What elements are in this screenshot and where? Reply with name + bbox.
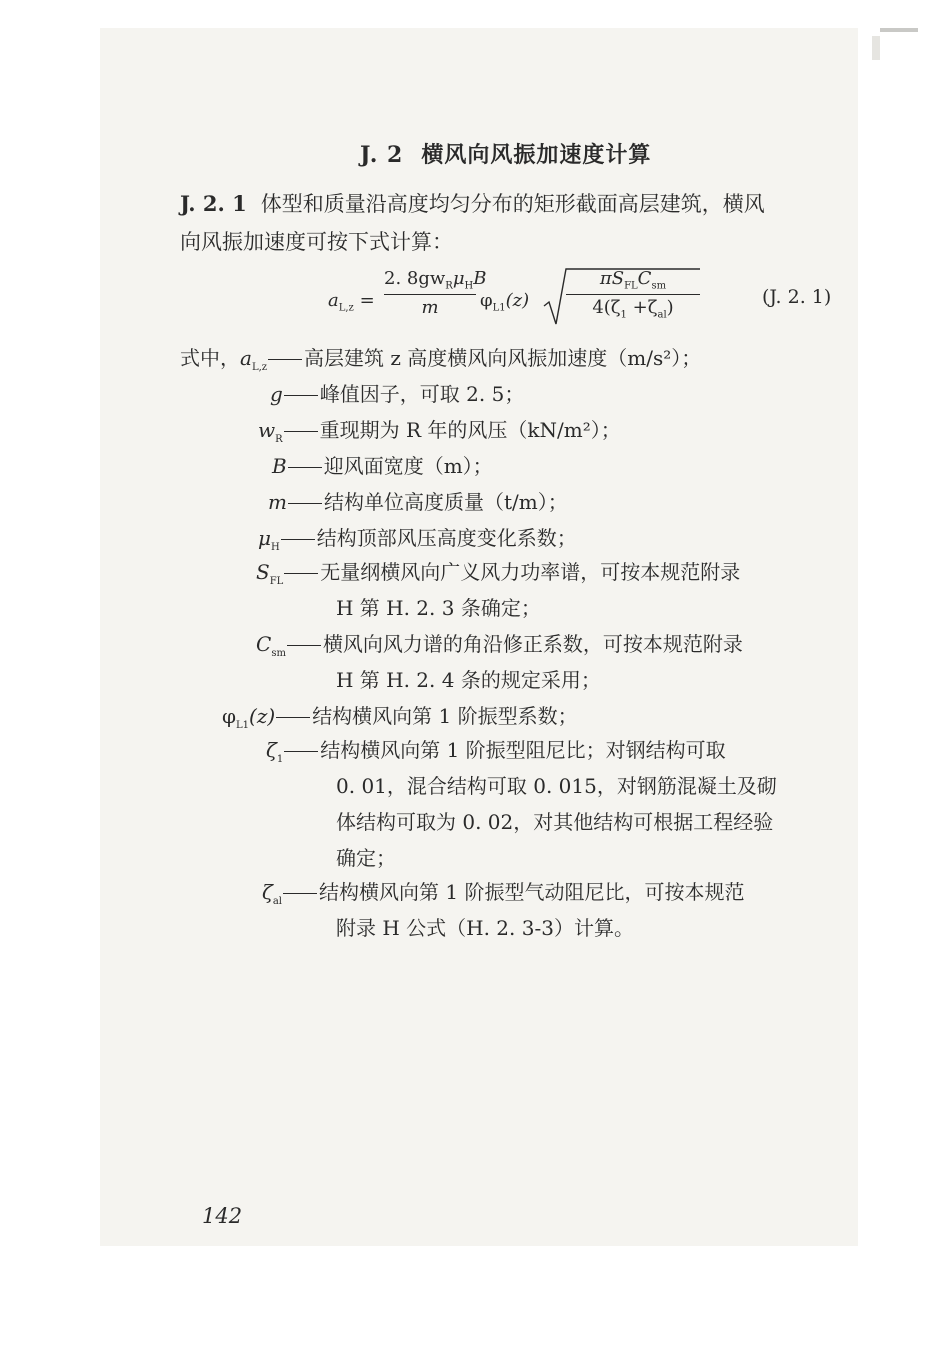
sqrt-denominator: $4(\zeta_1 +\zeta_{al})$ [592, 296, 674, 321]
scan-edge-shadow [872, 36, 880, 60]
term-row [258, 522, 577, 553]
section-title: 横风向风振加速度计算 [421, 143, 652, 168]
term-symbol: $\mu_H$ [258, 526, 280, 553]
formula [328, 264, 748, 334]
term-symbol: g [270, 382, 283, 406]
term-text: 高层建筑 z 高度横风向风振加速度（m/s²）； [304, 346, 702, 370]
term-row [268, 486, 568, 515]
em-dash [288, 503, 322, 504]
em-dash [288, 467, 322, 468]
term-row [270, 378, 524, 407]
em-dash [284, 431, 318, 432]
term-text: 迎风面宽度（m）； [323, 454, 493, 478]
term-symbol: m [268, 490, 287, 514]
formula-phi: $\varphi_{L1}(z)$ [480, 290, 530, 314]
term-symbol: $C_{sm}$ [256, 632, 286, 659]
scan-edge-mark [880, 28, 918, 32]
term-continuation: 0. 01，混合结构可取 0. 015，对钢筋混凝土及砌 [336, 774, 777, 798]
term-row [180, 342, 701, 373]
term-continuation: H 第 H. 2. 3 条确定； [336, 596, 541, 620]
term-text: 结构横风向第 1 阶振型阻尼比；对钢结构可取 [320, 738, 726, 762]
term-row [266, 734, 726, 765]
term-symbol: B [272, 454, 287, 478]
term-symbol: $w_R$ [258, 418, 283, 445]
term-text: 结构单位高度质量（t/m）； [323, 490, 568, 514]
em-dash [287, 645, 321, 646]
term-text: 峰值因子，可取 2. 5； [319, 382, 525, 406]
term-row [272, 450, 493, 479]
term-text: 无量纲横风向广义风力功率谱，可按本规范附录 [320, 560, 741, 584]
term-symbol: $\zeta_{al}$ [262, 880, 283, 907]
clause-number: J. 2. 1 [180, 191, 247, 216]
term-symbol: $S_{FL}$ [256, 560, 284, 587]
em-dash [281, 539, 315, 540]
clause-line-2: 向风振加速度可按下式计算： [180, 230, 453, 254]
em-dash [276, 717, 310, 718]
term-row [256, 556, 740, 587]
em-dash [284, 573, 318, 574]
formula-sqrt [542, 266, 702, 328]
equation-number: (J. 2. 1) [762, 286, 832, 308]
term-symbol: $a_{L,z}$ [240, 346, 268, 373]
clause-text-1: 体型和质量沿高度均匀分布的矩形截面高层建筑，横风 [260, 192, 765, 216]
formula-fraction [384, 268, 487, 318]
radicand [566, 268, 700, 320]
term-row [256, 628, 743, 659]
term-continuation: 确定； [336, 846, 396, 870]
term-continuation: 体结构可取为 0. 02，对其他结构可根据工程经验 [336, 810, 774, 834]
term-text: 结构横风向第 1 阶振型气动阻尼比，可按本规范 [319, 880, 745, 904]
formula-numerator: 2. $8gw_R\mu_HB$ [384, 268, 476, 295]
where-label: 式中， [180, 346, 240, 370]
section-number: J. 2 [360, 142, 404, 168]
em-dash [283, 893, 317, 894]
formula-denominator: m [421, 296, 439, 318]
term-row [222, 700, 578, 731]
term-row [258, 414, 621, 445]
term-row [262, 876, 744, 907]
clause-line-1 [180, 186, 765, 222]
term-continuation: H 第 H. 2. 4 条的规定采用； [336, 668, 601, 692]
section-heading [360, 138, 651, 169]
term-text: 重现期为 R 年的风压（kN/m²）； [319, 418, 621, 442]
formula-lhs: $a_{L,z}$ = [328, 290, 375, 314]
sqrt-numerator: $\pi S_{FL}C_{sm}$ [566, 268, 700, 295]
term-symbol: $\zeta_1$ [266, 738, 284, 765]
em-dash [284, 395, 318, 396]
em-dash [284, 751, 318, 752]
term-symbol: $\varphi_{L1}(z)$ [222, 704, 276, 731]
term-text: 结构顶部风压高度变化系数； [316, 526, 577, 550]
term-text: 横风向风力谱的角沿修正系数，可按本规范附录 [322, 632, 743, 656]
page-margin [858, 0, 950, 1345]
em-dash [268, 359, 302, 360]
page-number: 142 [202, 1204, 243, 1228]
term-continuation: 附录 H 公式（H. 2. 3-3）计算。 [336, 916, 634, 940]
term-text: 结构横风向第 1 阶振型系数； [312, 704, 578, 728]
